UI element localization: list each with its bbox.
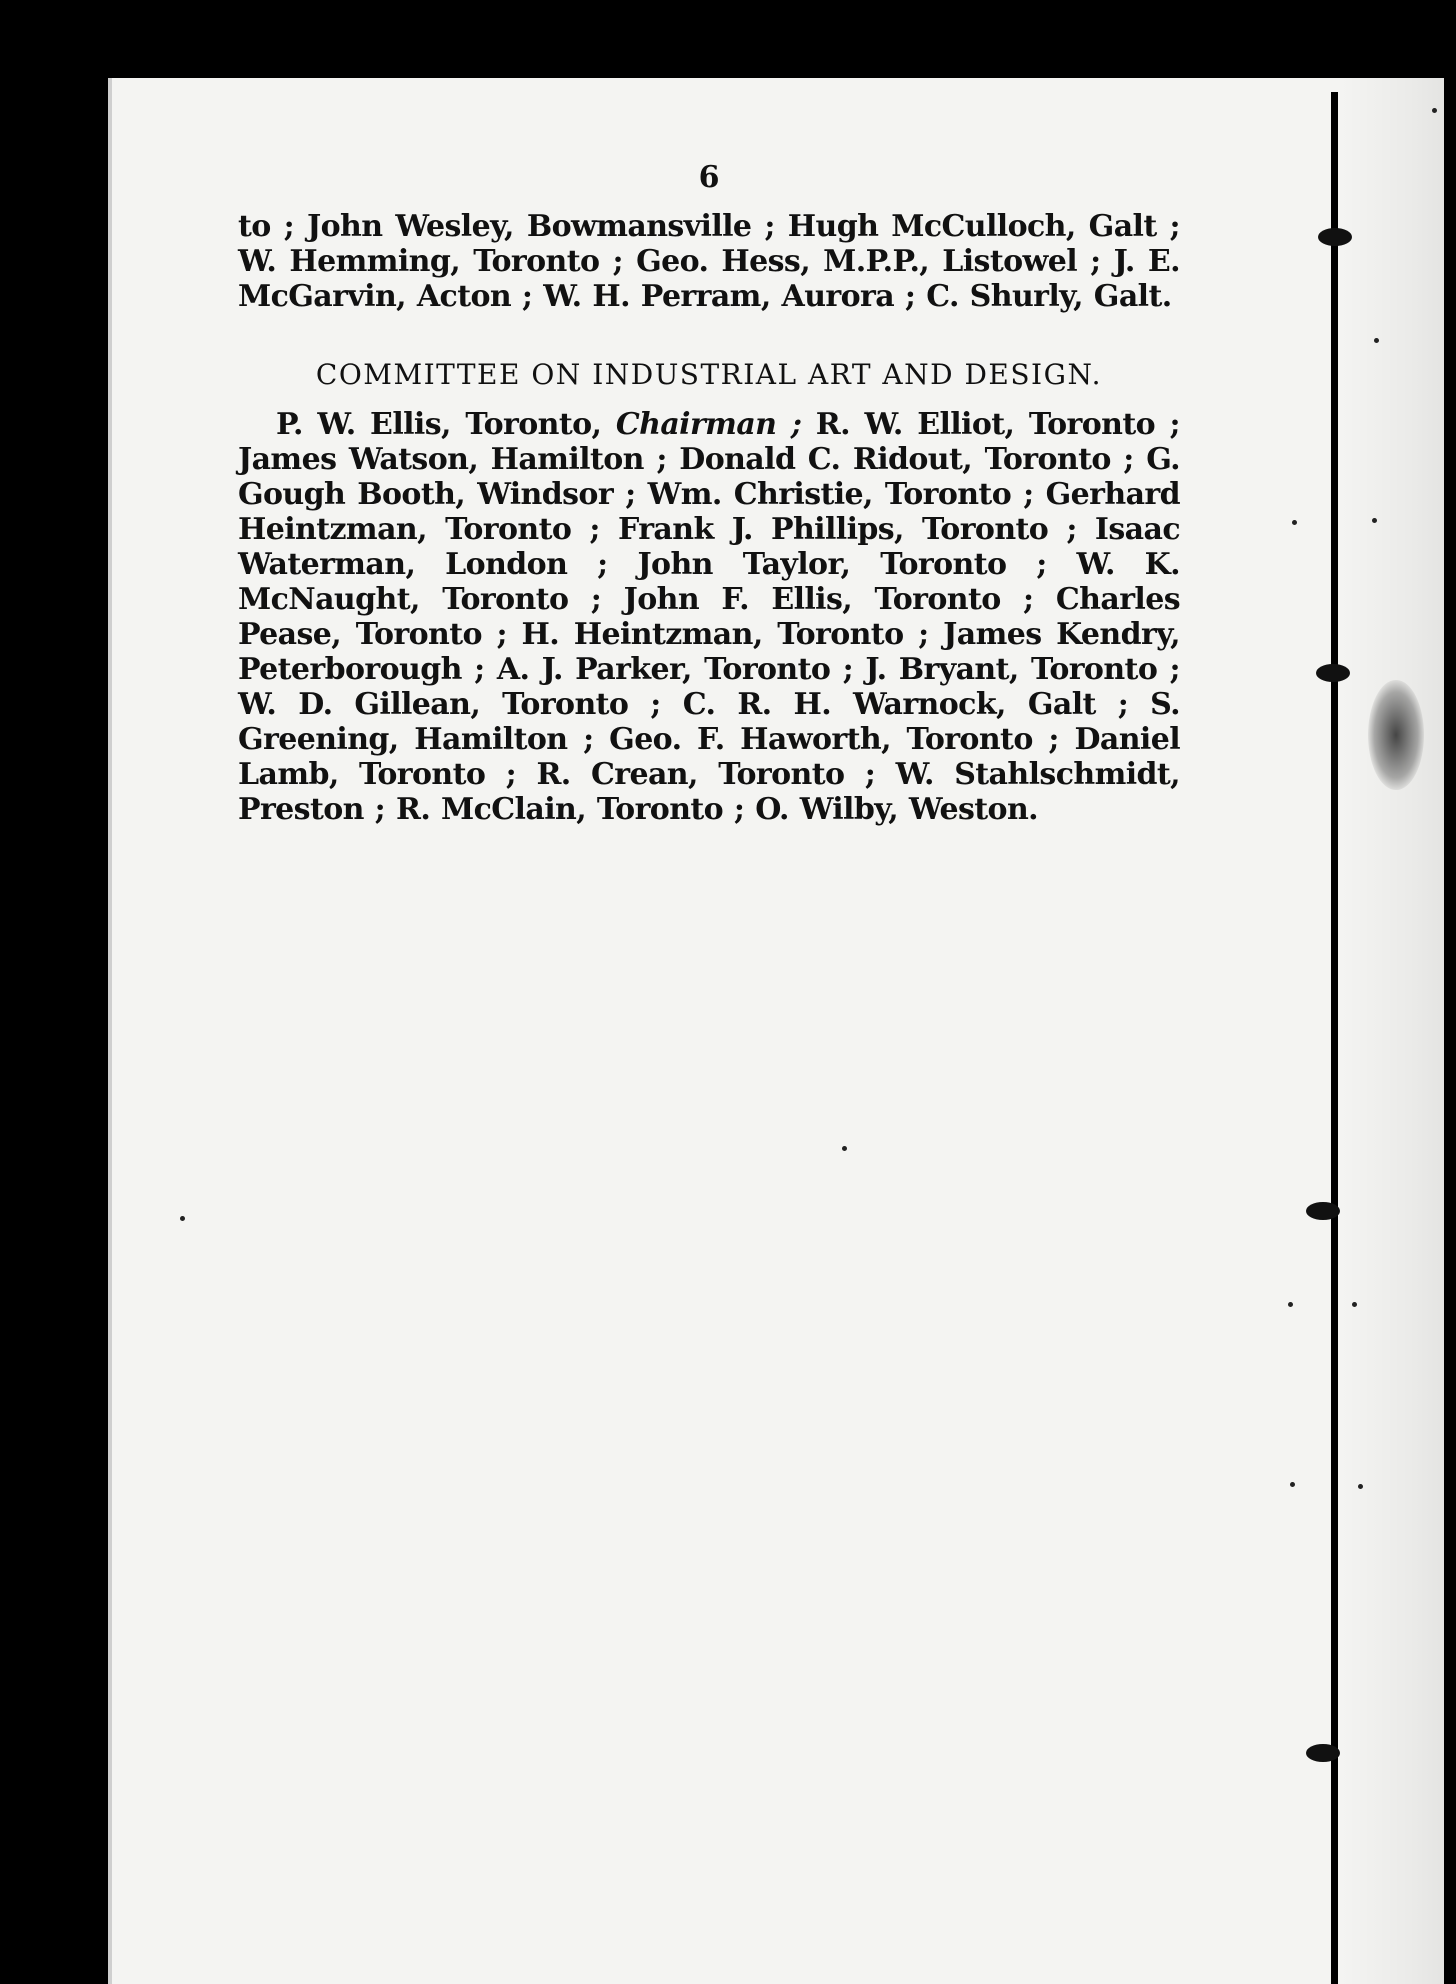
continued-paragraph: to ; John Wesley, Bowmansville ; Hugh McCulloch, Galt ; W. Hemming, Toronto ; Geo. Hess, M.P.P., Listowel ; J. E. McGarvin, Acton ; W. H. Perram, Aurora ; C. Shurly, Galt. bbox=[238, 209, 1180, 314]
dust-speck bbox=[1374, 338, 1379, 343]
dust-speck bbox=[180, 1216, 185, 1221]
chairman-name: P. W. Ellis, Toronto, bbox=[276, 407, 616, 442]
dust-speck bbox=[1352, 1302, 1357, 1307]
dust-speck bbox=[1358, 1484, 1363, 1489]
dust-speck bbox=[1372, 518, 1377, 523]
binding-stitch bbox=[1316, 664, 1350, 682]
section-heading: COMMITTEE ON INDUSTRIAL ART AND DESIGN. bbox=[315, 358, 1103, 391]
dust-speck bbox=[1292, 520, 1297, 525]
binding-stitch bbox=[1306, 1202, 1340, 1220]
scan-edge bbox=[1444, 0, 1456, 1984]
dust-speck bbox=[1432, 108, 1437, 113]
chairman-label: Chairman ; bbox=[615, 407, 802, 442]
binding-line bbox=[1331, 92, 1338, 1984]
ink-smudge bbox=[1368, 680, 1424, 790]
committee-members-paragraph bbox=[238, 407, 1180, 827]
dust-speck bbox=[1290, 1482, 1295, 1487]
gutter-shadow bbox=[1340, 78, 1456, 1984]
page-number: 6 bbox=[698, 160, 720, 195]
binding-stitch bbox=[1306, 1744, 1340, 1762]
dust-speck bbox=[842, 1146, 847, 1151]
members-list: R. W. Elliot, Toronto ; James Watson, Hamilton ; Donald C. Ridout, Toronto ; G. Gough Booth, Windsor ; Wm. Christie, Toronto ; Gerhard Heintzman, Toronto ; Frank J. Phillips, Toronto ; Isaac Waterman, London ; John Taylor, Toronto ; W. K. McNaught, Toronto ; John F. Ellis, Toronto ; Charles Pease, Toronto ; H. Heintzman, Toronto ; James Kendry, Peterborough ; A. J. Parker, Toronto ; J. Bryant, Toronto ; W. D. Gillean, Toronto ; C. R. H. Warnock, Galt ; S. Greening, Hamilton ; Geo. F. Haworth, Toronto ; Daniel Lamb, Toronto ; R. Crean, Toronto ; W. Stahlschmidt, Preston ; R. McClain, Toronto ; O. Wilby, Weston. bbox=[238, 407, 1180, 827]
binding-stitch bbox=[1318, 228, 1352, 246]
document-text bbox=[238, 160, 1180, 827]
dust-speck bbox=[1288, 1302, 1293, 1307]
